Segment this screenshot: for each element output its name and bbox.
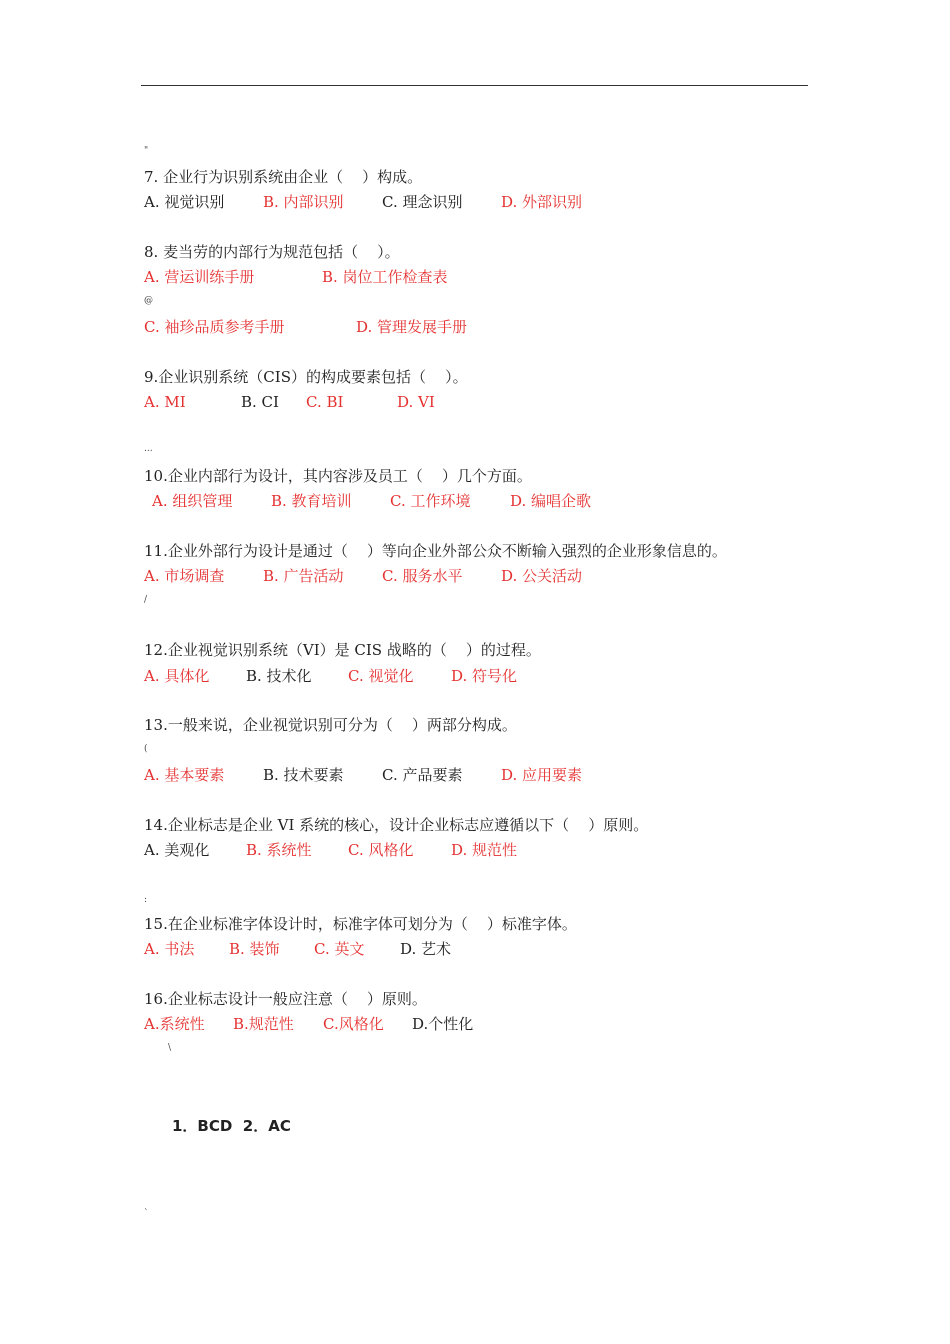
- question-11-option-d: D. 公关活动: [501, 567, 583, 585]
- answer-key: 1．BCD 2．AC: [172, 1117, 291, 1135]
- question-16-option-d: D.个性化: [412, 1015, 474, 1033]
- question-8-option-a: A. 营运训练手册: [144, 268, 255, 286]
- stray-mark: ...: [144, 444, 153, 454]
- question-8-option-d: D. 管理发展手册: [356, 318, 468, 336]
- question-8-option-c: C. 袖珍品质参考手册: [144, 318, 285, 336]
- question-10-option-c: C. 工作环境: [390, 492, 471, 510]
- question-7-option-c: C. 理念识别: [382, 193, 463, 211]
- stray-mark: (: [144, 744, 148, 754]
- stray-mark: :: [144, 895, 148, 905]
- question-10-option-b: B. 教育培训: [271, 492, 352, 510]
- question-13-option-b: B. 技术要素: [263, 766, 344, 784]
- question-12-option-d: D. 符号化: [451, 667, 518, 685]
- stray-mark: /: [144, 595, 148, 605]
- question-13-option-d: D. 应用要素: [501, 766, 583, 784]
- question-16-option-b: B.规范性: [233, 1015, 294, 1033]
- question-11-option-a: A. 市场调查: [144, 567, 225, 585]
- question-8-stem: 8. 麦当劳的内部行为规范包括（ ）。: [144, 243, 400, 261]
- question-12-option-b: B. 技术化: [246, 667, 312, 685]
- question-14-option-c: C. 风格化: [348, 841, 414, 859]
- question-7-option-a: A. 视觉识别: [144, 193, 225, 211]
- question-11-stem: 11.企业外部行为设计是通过（ ）等向企业外部公众不断输入强烈的企业形象信息的。: [144, 542, 727, 560]
- question-15-option-a: A. 书法: [144, 940, 195, 958]
- question-16-option-c: C.风格化: [323, 1015, 384, 1033]
- question-10-stem: 10.企业内部行为设计，其内容涉及员工（ ）几个方面。: [144, 467, 532, 485]
- question-7-option-d: D. 外部识别: [501, 193, 583, 211]
- question-13-option-c: C. 产品要素: [382, 766, 463, 784]
- question-10-option-a: A. 组织管理: [152, 492, 233, 510]
- question-15-option-d: D. 艺术: [400, 940, 452, 958]
- question-14-option-d: D. 规范性: [451, 841, 518, 859]
- question-12-option-a: A. 具体化: [144, 667, 210, 685]
- question-9-option-b: B. CI: [241, 393, 279, 411]
- question-16-option-a: A.系统性: [144, 1015, 205, 1033]
- question-12-stem: 12.企业视觉识别系统（VI）是 CIS 战略的（ ）的过程。: [144, 641, 541, 659]
- question-9-option-c: C. BI: [306, 393, 344, 411]
- question-16-stem: 16.企业标志设计一般应注意（ ）原则。: [144, 990, 427, 1008]
- question-13-option-a: A. 基本要素: [144, 766, 225, 784]
- question-11-option-b: B. 广告活动: [263, 567, 344, 585]
- question-10-option-d: D. 编唱企歌: [510, 492, 592, 510]
- question-7-option-b: B. 内部识别: [263, 193, 344, 211]
- question-11-option-c: C. 服务水平: [382, 567, 463, 585]
- stray-mark: @: [144, 296, 153, 306]
- question-14-option-b: B. 系统性: [246, 841, 312, 859]
- question-7-stem: 7. 企业行为识别系统由企业（ ）构成。: [144, 168, 423, 186]
- question-8-option-b: B. 岗位工作检查表: [322, 268, 448, 286]
- question-13-stem: 13.一般来说，企业视觉识别可分为（ ）两部分构成。: [144, 716, 517, 734]
- stray-mark: \: [168, 1043, 172, 1053]
- question-14-stem: 14.企业标志是企业 VI 系统的核心，设计企业标志应遵循以下（ ）原则。: [144, 816, 649, 834]
- question-9-option-a: A. MI: [144, 393, 186, 411]
- question-15-option-b: B. 装饰: [229, 940, 280, 958]
- question-15-stem: 15.在企业标准字体设计时，标准字体可划分为（ ）标准字体。: [144, 915, 577, 933]
- stray-mark: `: [144, 1209, 149, 1219]
- question-15-option-c: C. 英文: [314, 940, 365, 958]
- header-rule: [141, 85, 808, 86]
- question-14-option-a: A. 美观化: [144, 841, 210, 859]
- question-9-stem: 9.企业识别系统（CIS）的构成要素包括（ ）。: [144, 368, 468, 386]
- question-12-option-c: C. 视觉化: [348, 667, 414, 685]
- stray-mark: ": [144, 146, 149, 156]
- question-9-option-d: D. VI: [397, 393, 435, 411]
